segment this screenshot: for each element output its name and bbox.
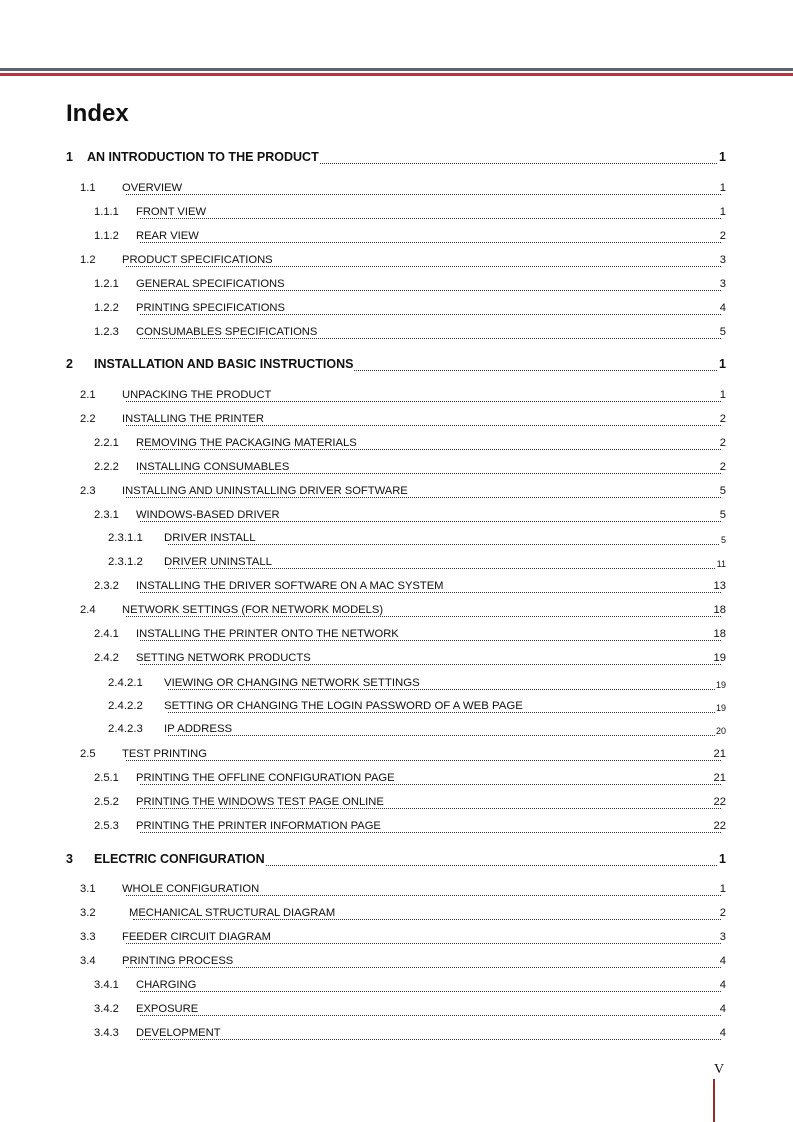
toc-number: 2.2 — [80, 413, 96, 425]
toc-leader-dots — [133, 919, 721, 920]
toc-leader-dots — [140, 218, 721, 219]
toc-number: 2.4.2 — [94, 652, 119, 664]
toc-leader-dots — [126, 895, 721, 896]
toc-page-number: 20 — [715, 726, 726, 736]
toc-number: 3.1 — [80, 883, 96, 895]
toc-page-number: 3 — [719, 931, 726, 943]
toc-entry[interactable] — [0, 907, 793, 925]
toc-page-number: 19 — [715, 680, 726, 690]
toc-leader-dots — [140, 832, 721, 833]
toc-entry[interactable] — [0, 532, 793, 550]
toc-title: UNPACKING THE PRODUCT — [122, 389, 272, 401]
toc-page-number: 1 — [719, 206, 726, 218]
toc-title: INSTALLING THE PRINTER ONTO THE NETWORK — [136, 628, 399, 640]
toc-entry[interactable] — [0, 1003, 793, 1021]
toc-title: INSTALLING THE DRIVER SOFTWARE ON A MAC SYSTEM — [136, 580, 444, 592]
page-number: V — [714, 1062, 725, 1077]
toc-leader-dots — [140, 784, 721, 785]
toc-page-number: 3 — [719, 254, 726, 266]
toc-number: 2.3.1 — [94, 509, 119, 521]
toc-page-number: 1 — [719, 852, 726, 866]
toc-title: IP ADDRESS — [164, 723, 233, 735]
toc-page-number: 22 — [713, 820, 726, 832]
toc-leader-dots — [140, 592, 721, 593]
toc-title: GENERAL SPECIFICATIONS — [136, 278, 285, 290]
toc-number: 3.4 — [80, 955, 96, 967]
toc-leader-dots — [168, 689, 721, 690]
toc-leader-dots — [140, 808, 721, 809]
header-rule-bottom — [0, 73, 793, 76]
toc-page-number: 3 — [719, 278, 726, 290]
toc-page-number: 19 — [715, 703, 726, 713]
toc-title: CHARGING — [136, 979, 197, 991]
toc-number: 2.3.2 — [94, 580, 119, 592]
toc-entry[interactable] — [0, 955, 793, 973]
toc-leader-dots — [126, 967, 721, 968]
toc-number: 2.4.2.3 — [108, 723, 143, 735]
toc-leader-dots — [126, 760, 721, 761]
toc-page-number: 1 — [719, 883, 726, 895]
toc-number: 3 — [66, 852, 73, 866]
toc-number: 2.4.2.2 — [108, 700, 143, 712]
toc-number: 1 — [66, 150, 73, 164]
toc-title: DEVELOPMENT — [136, 1027, 221, 1039]
toc-number: 3.2 — [80, 907, 96, 919]
toc-leader-dots — [168, 544, 721, 545]
toc-number: 1.2.1 — [94, 278, 119, 290]
toc-number: 2.1 — [80, 389, 96, 401]
toc-entry[interactable] — [0, 254, 793, 272]
toc-entry[interactable] — [0, 628, 793, 646]
toc-title: SETTING OR CHANGING THE LOGIN PASSWORD OF A WEB PAGE — [164, 700, 523, 712]
toc-title: INSTALLATION AND BASIC INSTRUCTIONS — [94, 357, 354, 371]
toc-leader-dots — [140, 664, 721, 665]
toc-title: PRINTING THE PRINTER INFORMATION PAGE — [136, 820, 381, 832]
toc-page-number: 1 — [719, 150, 726, 164]
toc-number: 2.4.1 — [94, 628, 119, 640]
toc-leader-dots — [140, 1015, 721, 1016]
toc-entry[interactable] — [0, 700, 793, 718]
toc-entry[interactable] — [0, 1027, 793, 1045]
toc-entry[interactable] — [0, 357, 793, 375]
toc-leader-dots — [126, 194, 721, 195]
toc-number: 2.3.1.2 — [108, 556, 143, 568]
toc-entry[interactable] — [0, 580, 793, 598]
toc-page-number: 11 — [716, 559, 726, 569]
toc-number: 2.3 — [80, 485, 96, 497]
toc-entry[interactable] — [0, 852, 793, 870]
toc-entry[interactable] — [0, 413, 793, 431]
toc-title: NETWORK SETTINGS (FOR NETWORK MODELS) — [122, 604, 384, 616]
toc-page-number: 4 — [719, 1027, 726, 1039]
toc-title: REAR VIEW — [136, 230, 199, 242]
toc-number: 3.4.3 — [94, 1027, 119, 1039]
toc-title: INSTALLING AND UNINSTALLING DRIVER SOFTWARE — [122, 485, 408, 497]
toc-entry[interactable] — [0, 883, 793, 901]
toc-page-number: 4 — [719, 979, 726, 991]
toc-page-number: 4 — [719, 955, 726, 967]
toc-page-number: 2 — [719, 413, 726, 425]
toc-page-number: 2 — [719, 907, 726, 919]
toc-title: PRODUCT SPECIFICATIONS — [122, 254, 273, 266]
toc-entry[interactable] — [0, 796, 793, 814]
toc-title: DRIVER INSTALL — [164, 532, 256, 544]
toc-title: CONSUMABLES SPECIFICATIONS — [136, 326, 318, 338]
toc-page-number: 5 — [719, 326, 726, 338]
toc-title: PRINTING SPECIFICATIONS — [136, 302, 285, 314]
toc-leader-dots — [126, 616, 721, 617]
toc-page-number: 18 — [713, 604, 726, 616]
page-number-bar — [713, 1079, 715, 1122]
toc-page-number: 5 — [719, 485, 726, 497]
toc-page-number: 5 — [719, 509, 726, 521]
toc-page-number: 2 — [719, 230, 726, 242]
toc-page-number: 21 — [713, 772, 726, 784]
toc-number: 2.5.1 — [94, 772, 119, 784]
toc-title: REMOVING THE PACKAGING MATERIALS — [136, 437, 357, 449]
toc-entry[interactable] — [0, 556, 793, 574]
toc-page-number: 2 — [719, 437, 726, 449]
toc-number: 2.2.1 — [94, 437, 119, 449]
toc-entry[interactable] — [0, 150, 793, 168]
toc-entry[interactable] — [0, 278, 793, 296]
toc-entry[interactable] — [0, 182, 793, 200]
toc-page-number: 4 — [719, 302, 726, 314]
toc-number: 2.4 — [80, 604, 96, 616]
toc-leader-dots — [126, 943, 721, 944]
toc-page-number: 4 — [719, 1003, 726, 1015]
toc-number: 2.4.2.1 — [108, 677, 143, 689]
toc-title: OVERVIEW — [122, 182, 183, 194]
toc-title: WINDOWS-BASED DRIVER — [136, 509, 280, 521]
toc-leader-dots — [140, 991, 721, 992]
toc-title: PRINTING PROCESS — [122, 955, 234, 967]
toc-entry[interactable] — [0, 604, 793, 622]
toc-page-number: 5 — [720, 535, 726, 545]
toc-entry[interactable] — [0, 485, 793, 503]
toc-page-number: 2 — [719, 461, 726, 473]
toc-leader-dots — [140, 1039, 721, 1040]
toc-title: INSTALLING CONSUMABLES — [136, 461, 290, 473]
toc-leader-dots — [126, 401, 721, 402]
toc-page-number: 1 — [719, 357, 726, 371]
toc-number: 3.3 — [80, 931, 96, 943]
toc-title: TEST PRINTING — [122, 748, 207, 760]
toc-leader-dots — [140, 449, 721, 450]
toc-number: 3.4.2 — [94, 1003, 119, 1015]
toc-page-number: 1 — [719, 389, 726, 401]
toc-entry[interactable] — [0, 652, 793, 670]
toc-number: 2.2.2 — [94, 461, 119, 473]
toc-title: MECHANICAL STRUCTURAL DIAGRAM — [129, 907, 336, 919]
toc-number: 2.3.1.1 — [108, 532, 143, 544]
toc-leader-dots — [140, 473, 721, 474]
toc-entry[interactable] — [0, 389, 793, 407]
toc-title: SETTING NETWORK PRODUCTS — [136, 652, 311, 664]
toc-leader-dots — [140, 290, 721, 291]
toc-number: 1.1.2 — [94, 230, 119, 242]
toc-number: 1.1.1 — [94, 206, 119, 218]
toc-leader-dots — [168, 735, 721, 736]
toc-entry[interactable] — [0, 461, 793, 479]
toc-leader-dots — [140, 338, 721, 339]
toc-title: FEEDER CIRCUIT DIAGRAM — [122, 931, 271, 943]
toc-page-number: 22 — [713, 796, 726, 808]
toc-title: EXPOSURE — [136, 1003, 199, 1015]
toc-entry[interactable] — [0, 302, 793, 320]
toc-number: 1.2.2 — [94, 302, 119, 314]
toc-number: 2 — [66, 357, 73, 371]
toc-entry[interactable] — [0, 979, 793, 997]
toc-entry[interactable] — [0, 723, 793, 741]
toc-page-number: 18 — [713, 628, 726, 640]
toc-number: 1.1 — [80, 182, 96, 194]
toc-number: 1.2.3 — [94, 326, 119, 338]
toc-title: INSTALLING THE PRINTER — [122, 413, 264, 425]
toc-leader-dots — [140, 640, 721, 641]
toc-leader-dots — [168, 712, 721, 713]
toc-title: AN INTRODUCTION TO THE PRODUCT — [87, 150, 319, 164]
toc-entry[interactable] — [0, 206, 793, 224]
toc-page-number: 19 — [713, 652, 726, 664]
toc-number: 1.2 — [80, 254, 96, 266]
toc-entry[interactable] — [0, 230, 793, 248]
toc-entry[interactable] — [0, 677, 793, 695]
toc-title: VIEWING OR CHANGING NETWORK SETTINGS — [164, 677, 420, 689]
toc-page-number: 21 — [713, 748, 726, 760]
toc-number: 2.5.3 — [94, 820, 119, 832]
toc-entry[interactable] — [0, 772, 793, 790]
toc-number: 2.5 — [80, 748, 96, 760]
toc-number: 3.4.1 — [94, 979, 119, 991]
toc-leader-dots — [168, 568, 721, 569]
toc-title: WHOLE CONFIGURATION — [122, 883, 260, 895]
toc-entry[interactable] — [0, 326, 793, 344]
toc-leader-dots — [140, 314, 721, 315]
toc-title: ELECTRIC CONFIGURATION — [94, 852, 265, 866]
page-title: Index — [66, 100, 129, 127]
toc-leader-dots — [126, 497, 721, 498]
toc-entry[interactable] — [0, 820, 793, 838]
toc-entry[interactable] — [0, 748, 793, 766]
toc-leader-dots — [126, 425, 721, 426]
toc-number: 2.5.2 — [94, 796, 119, 808]
toc-title: PRINTING THE OFFLINE CONFIGURATION PAGE — [136, 772, 395, 784]
toc-leader-dots — [126, 266, 721, 267]
toc-title: FRONT VIEW — [136, 206, 207, 218]
header-rule-top — [0, 68, 793, 71]
toc-leader-dots — [140, 242, 721, 243]
toc-entry[interactable] — [0, 509, 793, 527]
toc-title: DRIVER UNINSTALL — [164, 556, 273, 568]
toc-page-number: 13 — [713, 580, 726, 592]
toc-entry[interactable] — [0, 931, 793, 949]
toc-title: PRINTING THE WINDOWS TEST PAGE ONLINE — [136, 796, 384, 808]
toc-page-number: 1 — [719, 182, 726, 194]
toc-leader-dots — [140, 521, 721, 522]
toc-entry[interactable] — [0, 437, 793, 455]
